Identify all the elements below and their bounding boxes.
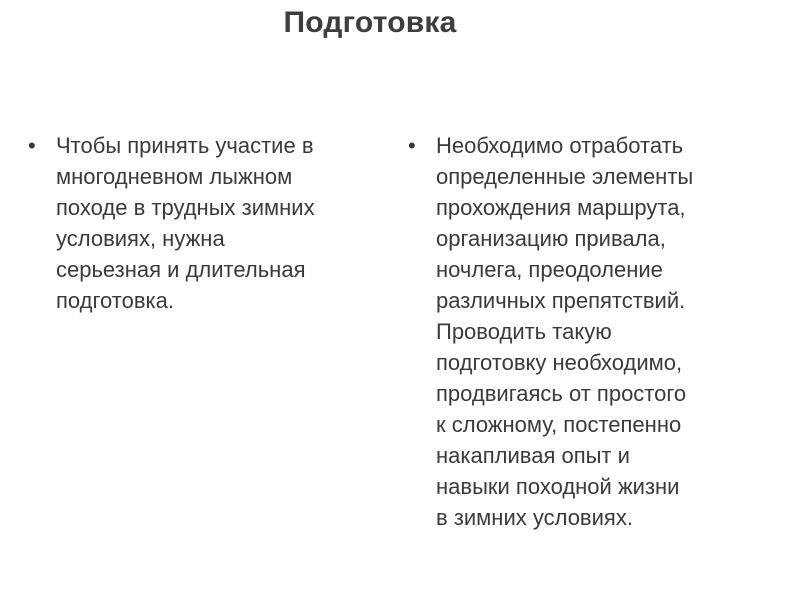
right-bullet-text: Необходимо отработать определенные элементы прохождения маршрута, организацию привала, ночлега, преодоление различных препятствий. Проводить такую подготовку необходимо, продвигаясь от простого к сложному, постепенно накапливая опыт и навыки походной жизни в зимних условиях. — [436, 133, 694, 530]
bullet-marker: • — [28, 133, 36, 158]
bullet-marker: • — [408, 133, 416, 158]
left-bullet-text: Чтобы принять участие в многодневном лыжном походе в трудных зимних условиях, нужна серьезная и длительная подготовка. — [56, 133, 315, 313]
left-bullet-item — [28, 130, 388, 316]
slide-title: Подготовка — [283, 6, 457, 39]
right-bullet-item — [408, 130, 758, 533]
